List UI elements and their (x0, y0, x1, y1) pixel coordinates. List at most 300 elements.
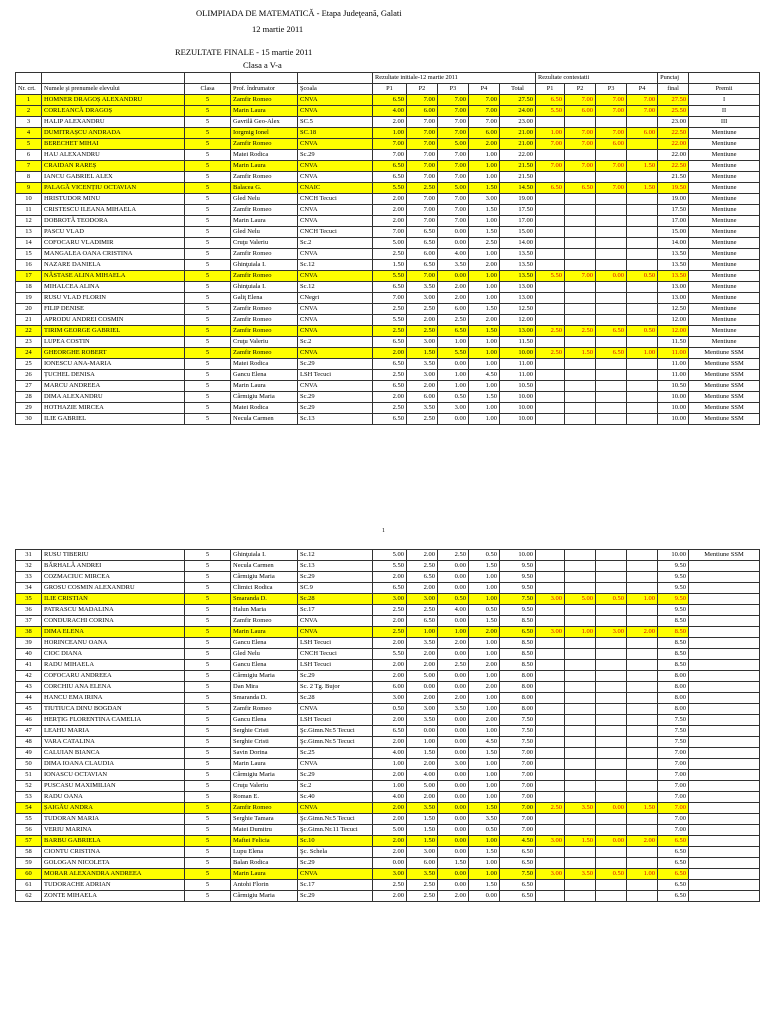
final-score: 8.50 (658, 649, 689, 660)
student-class: 5 (185, 216, 231, 227)
score-total: 13.00 (500, 282, 536, 293)
score-p3: 0.00 (438, 803, 469, 814)
row-nr: 26 (16, 370, 42, 381)
appeal-p4: 2.00 (627, 627, 658, 638)
row-nr: 34 (16, 583, 42, 594)
final-score: 7.00 (658, 748, 689, 759)
student-name: RADU OANA (42, 792, 185, 803)
appeal-p2 (565, 227, 596, 238)
prize (689, 825, 760, 836)
school-name: Şc.Gimn.Nr.5 Tecuci (298, 726, 373, 737)
school-name: CNVA (298, 704, 373, 715)
prize: Mentiune SSM (689, 403, 760, 414)
score-total: 10.00 (500, 550, 536, 561)
row-nr: 56 (16, 825, 42, 836)
teacher-name: Matei Dumitru (231, 825, 298, 836)
row-nr: 25 (16, 359, 42, 370)
score-total: 6.50 (500, 858, 536, 869)
appeal-p4: 1.00 (627, 594, 658, 605)
score-p2: 2.50 (407, 183, 438, 194)
row-nr: 11 (16, 205, 42, 216)
school-name: Şc. Schela (298, 847, 373, 858)
student-class: 5 (185, 869, 231, 880)
score-p2: 2.00 (407, 759, 438, 770)
score-total: 7.50 (500, 737, 536, 748)
appeal-p4 (627, 616, 658, 627)
appeal-p1 (536, 172, 565, 183)
final-score: 19.00 (658, 194, 689, 205)
prize: Mentiune (689, 205, 760, 216)
student-name: MARCU ANDREEA (42, 381, 185, 392)
score-p4: 1.00 (469, 770, 500, 781)
table-row (16, 139, 760, 150)
teacher-name: Serghie Cristi (231, 737, 298, 748)
table-row (16, 150, 760, 161)
row-nr: 41 (16, 660, 42, 671)
appeal-p2 (565, 205, 596, 216)
score-total: 6.50 (500, 880, 536, 891)
final-score: 7.00 (658, 814, 689, 825)
score-p1: 1.00 (373, 759, 407, 770)
appeal-p1: 2.50 (536, 348, 565, 359)
prize: Mentiune (689, 194, 760, 205)
student-class: 5 (185, 627, 231, 638)
appeal-p4 (627, 139, 658, 150)
appeal-p3 (596, 150, 627, 161)
table-row (16, 293, 760, 304)
school-name: Sc.29 (298, 572, 373, 583)
row-nr: 39 (16, 638, 42, 649)
score-p3: 0.00 (438, 671, 469, 682)
appeal-p3: 0.50 (596, 594, 627, 605)
row-nr: 21 (16, 315, 42, 326)
score-p3: 1.00 (438, 627, 469, 638)
teacher-name: Serghie Tamara (231, 814, 298, 825)
final-score: 22.50 (658, 161, 689, 172)
score-p4: 2.00 (469, 627, 500, 638)
score-p3: 2.00 (438, 638, 469, 649)
prize (689, 583, 760, 594)
appeal-p4 (627, 759, 658, 770)
final-score: 22.50 (658, 128, 689, 139)
score-p3: 2.00 (438, 293, 469, 304)
student-class: 5 (185, 205, 231, 216)
prize: Mentiune (689, 337, 760, 348)
score-total: 10.00 (500, 403, 536, 414)
prize (689, 880, 760, 891)
appeal-p1: 1.00 (536, 128, 565, 139)
score-p2: 7.00 (407, 161, 438, 172)
table-row (16, 172, 760, 183)
teacher-name: Ghinţuiala I. (231, 550, 298, 561)
school-name: Sc.29 (298, 891, 373, 902)
school-name: Sc.40 (298, 792, 373, 803)
appeal-p4 (627, 249, 658, 260)
school-name: LSH Tecuci (298, 660, 373, 671)
row-nr: 18 (16, 282, 42, 293)
score-p2: 3.50 (407, 715, 438, 726)
final-score: 7.00 (658, 792, 689, 803)
appeal-p1 (536, 227, 565, 238)
row-nr: 58 (16, 847, 42, 858)
teacher-name: Zamfir Romeo (231, 704, 298, 715)
prize (689, 792, 760, 803)
teacher-name: Necula Carmen (231, 561, 298, 572)
final-score: 13.50 (658, 260, 689, 271)
score-p1: 4.00 (373, 748, 407, 759)
score-p3: 0.00 (438, 616, 469, 627)
score-p4: 3.50 (469, 814, 500, 825)
score-p1: 2.00 (373, 891, 407, 902)
appeal-p3 (596, 814, 627, 825)
score-p3: 7.00 (438, 150, 469, 161)
appeal-p3 (596, 858, 627, 869)
appeal-p1 (536, 249, 565, 260)
appeal-p3 (596, 337, 627, 348)
appeal-p2 (565, 172, 596, 183)
school-name: CNVA (298, 616, 373, 627)
score-p2: 1.00 (407, 627, 438, 638)
appeal-p4 (627, 392, 658, 403)
score-total: 9.50 (500, 561, 536, 572)
appeal-p4 (627, 293, 658, 304)
school-name: LSH Tecuci (298, 370, 373, 381)
score-p3: 0.00 (438, 649, 469, 660)
school-name: Şc.Gimn.Nr.5 Tecuci (298, 814, 373, 825)
school-name: CNVA (298, 106, 373, 117)
row-nr: 62 (16, 891, 42, 902)
appeal-p4 (627, 858, 658, 869)
score-p3: 7.00 (438, 161, 469, 172)
score-total: 7.00 (500, 792, 536, 803)
final-score: 17.00 (658, 216, 689, 227)
row-nr: 31 (16, 550, 42, 561)
school-name: SC.5 (298, 117, 373, 128)
appeal-p2 (565, 550, 596, 561)
appeal-p1 (536, 381, 565, 392)
score-p4: 2.00 (469, 260, 500, 271)
appeal-p1 (536, 726, 565, 737)
score-total: 7.50 (500, 594, 536, 605)
appeal-p2: 6.50 (565, 183, 596, 194)
student-class: 5 (185, 726, 231, 737)
class-label: Clasa a V-a (243, 60, 282, 70)
appeal-p3 (596, 117, 627, 128)
prize: Mentiune (689, 315, 760, 326)
score-p2: 3.00 (407, 337, 438, 348)
school-name: LSH Tecuci (298, 638, 373, 649)
appeal-p4 (627, 726, 658, 737)
appeal-p1: 6.50 (536, 95, 565, 106)
header-group-row (16, 73, 760, 84)
appeal-p2 (565, 293, 596, 304)
appeal-p2 (565, 583, 596, 594)
student-name: HRISTUDOR MINU (42, 194, 185, 205)
student-name: MIHALCEA ALINA (42, 282, 185, 293)
appeal-p4 (627, 638, 658, 649)
score-p4: 1.00 (469, 704, 500, 715)
appeal-p2 (565, 682, 596, 693)
score-p1: 2.00 (373, 638, 407, 649)
teacher-name: Matei Rodica (231, 150, 298, 161)
appeal-p1 (536, 583, 565, 594)
teacher-name: Gavrilă Geo-Alex (231, 117, 298, 128)
table-row (16, 825, 760, 836)
row-nr: 19 (16, 293, 42, 304)
school-name: Sc.29 (298, 150, 373, 161)
teacher-name: Maftei Felicia (231, 836, 298, 847)
teacher-name: Cârmigiu Maria (231, 891, 298, 902)
score-p3: 0.00 (438, 792, 469, 803)
row-nr: 14 (16, 238, 42, 249)
student-name: VARA CATALINA (42, 737, 185, 748)
score-p1: 5.50 (373, 183, 407, 194)
student-class: 5 (185, 304, 231, 315)
appeal-p1 (536, 605, 565, 616)
final-score: 9.50 (658, 583, 689, 594)
row-nr: 54 (16, 803, 42, 814)
student-name: FILIP DENISE (42, 304, 185, 315)
appeal-p1 (536, 704, 565, 715)
prize (689, 693, 760, 704)
prize (689, 891, 760, 902)
teacher-name: Cruţu Valeriu (231, 781, 298, 792)
score-p1: 2.00 (373, 205, 407, 216)
score-total: 10.00 (500, 392, 536, 403)
table-row (16, 770, 760, 781)
final-score: 19.50 (658, 183, 689, 194)
appeal-p2 (565, 337, 596, 348)
prize: Mentiune (689, 161, 760, 172)
appeal-p3 (596, 304, 627, 315)
appeal-p2: 6.00 (565, 106, 596, 117)
table-row (16, 671, 760, 682)
row-nr: 27 (16, 381, 42, 392)
appeal-p3 (596, 381, 627, 392)
student-class: 5 (185, 825, 231, 836)
score-p4: 1.00 (469, 150, 500, 161)
appeal-p4 (627, 671, 658, 682)
score-p4: 1.50 (469, 803, 500, 814)
appeal-p2 (565, 693, 596, 704)
score-p3: 1.00 (438, 337, 469, 348)
table-row (16, 370, 760, 381)
prize: Mentiune SSM (689, 550, 760, 561)
score-p2: 2.00 (407, 693, 438, 704)
appeal-p1 (536, 561, 565, 572)
score-p1: 6.50 (373, 414, 407, 425)
final-score: 15.00 (658, 227, 689, 238)
score-p4: 1.00 (469, 836, 500, 847)
score-p2: 3.00 (407, 293, 438, 304)
teacher-name: Ghinţuiala I. (231, 260, 298, 271)
student-name: PATRASCU MADALINA (42, 605, 185, 616)
appeal-p1: 3.00 (536, 627, 565, 638)
appeal-p1: 3.00 (536, 869, 565, 880)
row-nr: 4 (16, 128, 42, 139)
final-score: 7.50 (658, 737, 689, 748)
col-punctaj: Punctaj (658, 73, 689, 84)
appeal-p4 (627, 205, 658, 216)
score-p2: 3.50 (407, 869, 438, 880)
appeal-p2 (565, 403, 596, 414)
row-nr: 57 (16, 836, 42, 847)
col-nr: Nr. crt. (16, 84, 42, 95)
score-total: 21.00 (500, 139, 536, 150)
final-score: 22.00 (658, 150, 689, 161)
final-score: 8.00 (658, 693, 689, 704)
appeal-p2: 3.50 (565, 803, 596, 814)
appeal-p1 (536, 205, 565, 216)
score-p3: 7.00 (438, 172, 469, 183)
school-name: Sc.12 (298, 282, 373, 293)
school-name: Sc. 2 Tg. Bujor (298, 682, 373, 693)
score-p3: 1.00 (438, 381, 469, 392)
final-score: 6.50 (658, 891, 689, 902)
final-score: 23.00 (658, 117, 689, 128)
appeal-p4 (627, 282, 658, 293)
student-class: 5 (185, 315, 231, 326)
prize (689, 682, 760, 693)
score-p1: 7.00 (373, 150, 407, 161)
appeal-p4 (627, 359, 658, 370)
appeal-p2 (565, 660, 596, 671)
appeal-p1 (536, 671, 565, 682)
score-p1: 6.50 (373, 726, 407, 737)
appeal-p3 (596, 737, 627, 748)
row-nr: 44 (16, 693, 42, 704)
student-name: PALAGĂ VICENȚIU OCTAVIAN (42, 183, 185, 194)
col-final: final (658, 84, 689, 95)
table-row (16, 858, 760, 869)
final-score: 11.00 (658, 359, 689, 370)
table-row (16, 337, 760, 348)
score-p3: 4.00 (438, 249, 469, 260)
student-name: HORINCEANU OANA (42, 638, 185, 649)
score-p4: 3.00 (469, 194, 500, 205)
student-class: 5 (185, 572, 231, 583)
student-name: RUSU VLAD FLORIN (42, 293, 185, 304)
appeal-p3 (596, 293, 627, 304)
score-p2: 6.50 (407, 260, 438, 271)
appeal-p3 (596, 282, 627, 293)
prize: Mentiune (689, 326, 760, 337)
appeal-p4 (627, 227, 658, 238)
teacher-name: Zamfir Romeo (231, 315, 298, 326)
appeal-p1 (536, 194, 565, 205)
score-p2: 7.00 (407, 117, 438, 128)
score-p3: 2.50 (438, 660, 469, 671)
score-total: 7.00 (500, 814, 536, 825)
prize (689, 638, 760, 649)
col-p2: P2 (407, 84, 438, 95)
table-row (16, 660, 760, 671)
col-p3: P3 (438, 84, 469, 95)
school-name: CNVA (298, 381, 373, 392)
appeal-p4: 1.00 (627, 348, 658, 359)
appeal-p3 (596, 792, 627, 803)
student-name: ZONTE MIHAELA (42, 891, 185, 902)
table-row (16, 781, 760, 792)
appeal-p3 (596, 682, 627, 693)
row-nr: 37 (16, 616, 42, 627)
score-p4: 1.50 (469, 616, 500, 627)
appeal-p2 (565, 748, 596, 759)
prize (689, 715, 760, 726)
score-p2: 7.00 (407, 194, 438, 205)
score-p4: 0.50 (469, 825, 500, 836)
appeal-p4: 7.00 (627, 106, 658, 117)
student-class: 5 (185, 172, 231, 183)
score-p4: 1.00 (469, 161, 500, 172)
table-row (16, 748, 760, 759)
appeal-p1 (536, 293, 565, 304)
school-name: Sc.17 (298, 605, 373, 616)
score-p3: 0.00 (438, 271, 469, 282)
student-name: CORCHIU ANA ELENA (42, 682, 185, 693)
appeal-p1 (536, 359, 565, 370)
row-nr: 15 (16, 249, 42, 260)
row-nr: 29 (16, 403, 42, 414)
score-p3: 3.00 (438, 403, 469, 414)
prize (689, 627, 760, 638)
student-name: PASCU VLAD (42, 227, 185, 238)
appeal-p1 (536, 216, 565, 227)
prize: Mentiune SSM (689, 414, 760, 425)
appeal-p4: 1.00 (627, 869, 658, 880)
appeal-p4 (627, 770, 658, 781)
teacher-name: Antohi Florin (231, 880, 298, 891)
prize (689, 616, 760, 627)
student-name: IONESCU ANA-MARIA (42, 359, 185, 370)
score-p2: 2.00 (407, 550, 438, 561)
teacher-name: Zamfir Romeo (231, 616, 298, 627)
score-p1: 3.00 (373, 869, 407, 880)
appeal-p3 (596, 825, 627, 836)
teacher-name: Zamfir Romeo (231, 271, 298, 282)
student-class: 5 (185, 249, 231, 260)
score-p1: 3.00 (373, 594, 407, 605)
score-p2: 3.50 (407, 803, 438, 814)
student-name: ȘAIGĂU ANDRA (42, 803, 185, 814)
student-name: IONASCU OCTAVIAN (42, 770, 185, 781)
score-total: 22.00 (500, 150, 536, 161)
student-name: CRAIDAN RAREȘ (42, 161, 185, 172)
row-nr: 1 (16, 95, 42, 106)
final-score: 9.50 (658, 594, 689, 605)
final-score: 25.50 (658, 106, 689, 117)
appeal-p2 (565, 392, 596, 403)
table-row (16, 271, 760, 282)
student-class: 5 (185, 271, 231, 282)
header-row (16, 84, 760, 95)
score-p1: 2.00 (373, 671, 407, 682)
student-name: ILIE CRISTIAN (42, 594, 185, 605)
appeal-p3 (596, 649, 627, 660)
score-p3: 0.00 (438, 561, 469, 572)
appeal-p2 (565, 847, 596, 858)
appeal-p3: 0.00 (596, 836, 627, 847)
score-p1: 5.50 (373, 561, 407, 572)
teacher-name: Marin Laura (231, 759, 298, 770)
final-score: 6.50 (658, 836, 689, 847)
score-p4: 2.00 (469, 682, 500, 693)
school-name: CNAIC (298, 183, 373, 194)
row-nr: 22 (16, 326, 42, 337)
student-class: 5 (185, 781, 231, 792)
score-total: 7.00 (500, 825, 536, 836)
score-p1: 2.50 (373, 627, 407, 638)
